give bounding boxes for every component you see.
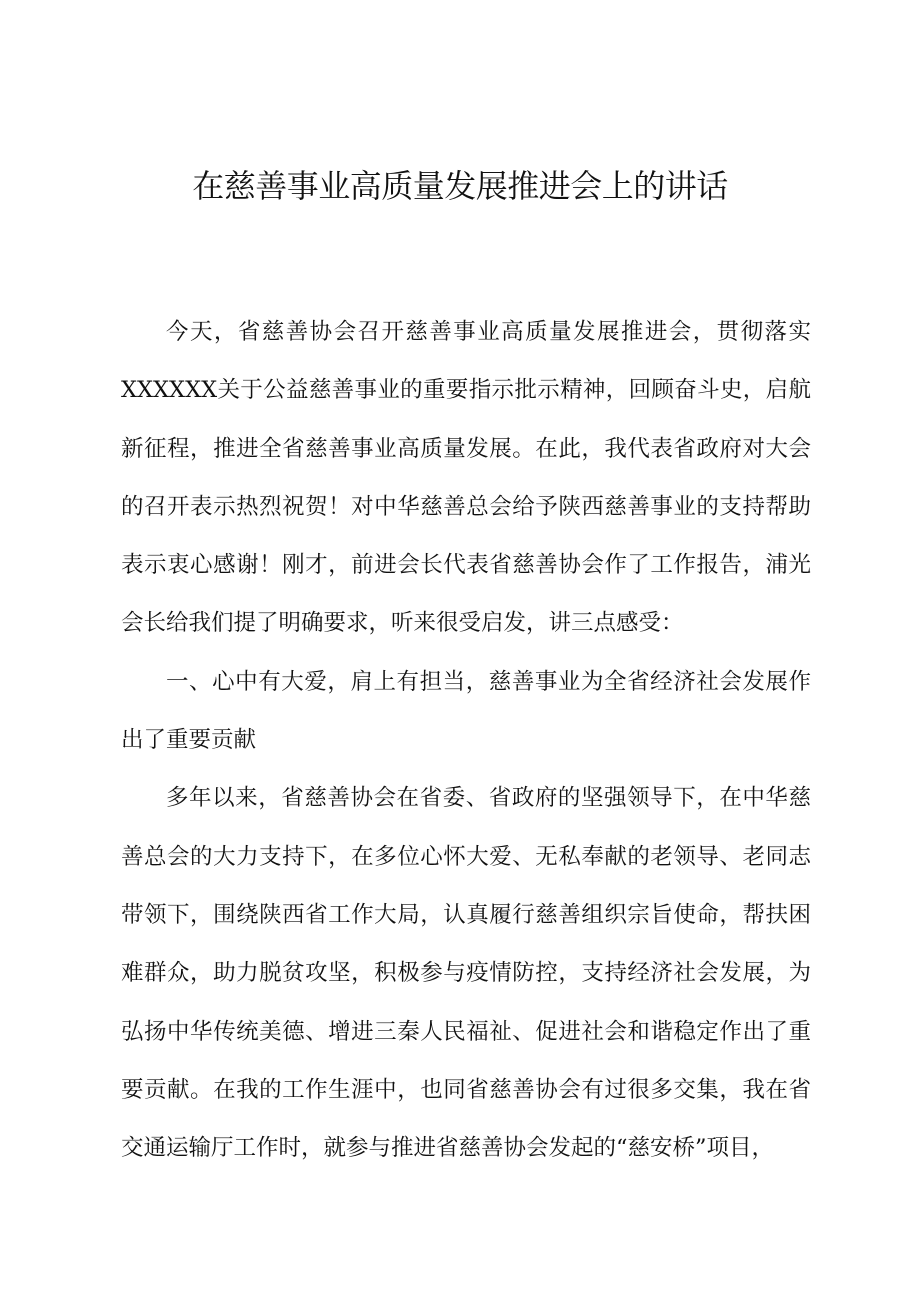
- paragraph-section-heading-1: 一、心中有大爱，肩上有担当，慈善事业为全省经济社会发展作出了重要贡献: [121, 668, 811, 754]
- document-title: 在慈善事业高质量发展推进会上的讲话: [192, 167, 728, 205]
- paragraph-section-body-1: 多年以来，省慈善协会在省委、省政府的坚强领导下，在中华慈善总会的大力支持下，在多位心怀大爱、无私奉献的老领导、老同志带领下，围绕陕西省工作大局，认真履行慈善组织宗旨使命，帮扶困难群众，助力脱贫攻坚，积极参与疫情防控，支持经济社会发展，为弘扬中华传统美德、增进三秦人民福祉、促进社会和谐稳定作出了重要贡献。在我的工作生涯中，也同省慈善协会有过很多交集，我在省交通运输厅工作时，就参与推进省慈善协会发起的“慈安桥”项目，: [121, 785, 811, 1162]
- document-body: [121, 303, 811, 1177]
- paragraph-intro: 今天，省慈善协会召开慈善事业高质量发展推进会，贯彻落实XXXXXX关于公益慈善事业的重要指示批示精神，回顾奋斗史，启航新征程，推进全省慈善事业高质量发展。在此，我代表省政府对大会的召开表示热烈祝贺！对中华慈善总会给予陕西慈善事业的支持帮助表示衷心感谢！刚才，前进会长代表省慈善协会作了工作报告，浦光会长给我们提了明确要求，听来很受启发，讲三点感受：: [121, 319, 811, 637]
